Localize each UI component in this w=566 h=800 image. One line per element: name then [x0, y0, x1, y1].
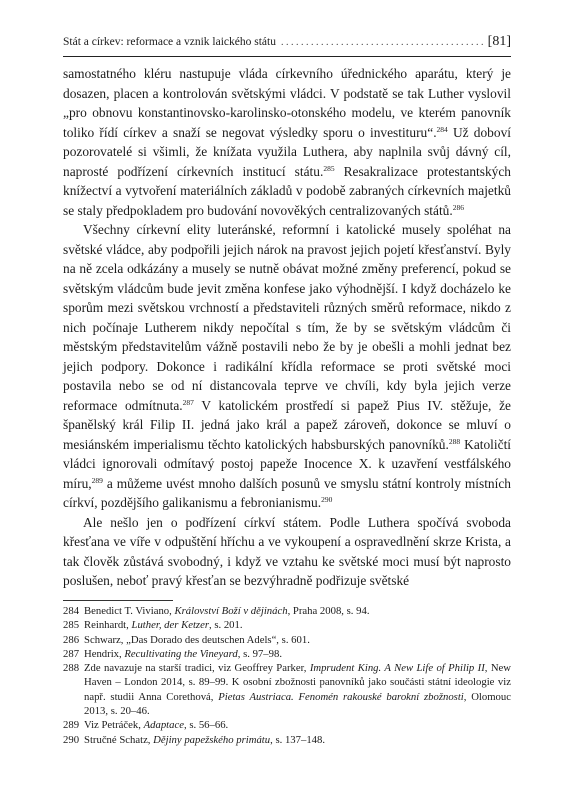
text-run: Všechny církevní elity luteránské, reformní i katolické musely spoléhat na světské vládce, aby podpořili jejich nárok na pravost jejich pojetí křesťanství. Byly na ně zcela odkázány a musely se nutně obávat možné změny preferencí, pokud se světským vládcům bude jevit změna konfese jako výhodnější. I když docházelo ke sporům mezi světskou vrchností a představiteli různých směrů reformace, nikdo z nich počínaje Lutherem nikdy nepočítal s tím, že by se světským vládcům či městským představitelům vážně postavili nebo že by je obešli a mohli jednat bez jejich podpory. Dokonce i radikální křídla reformace se proti světské moci postavila nebo se od ní distancovala teprve ve chvíli, kdy byla jejich verze reformace odmítnuta.	[63, 222, 511, 413]
text-run: Už doboví pozorovatelé si všimli, že knížata využila Luthera, aby naplnila svůj dávný cíl, naprosté podřízení církevních institucí státu.	[63, 124, 511, 179]
text-run: a můžeme uvést mnoho dalších posunů ve smyslu státní kontroly místních církví, pozdějšího galikanismu a febronianismu.	[63, 475, 511, 510]
footnote	[63, 647, 511, 661]
footnote-number: 284	[63, 605, 80, 617]
footnote-text	[84, 661, 511, 718]
fn-part: , Praha 2008, s. 94.	[287, 605, 370, 617]
fn-part: , s. 97–98.	[237, 647, 282, 660]
leader-dots	[281, 37, 483, 48]
footnotes	[63, 604, 511, 747]
fn-title: Recultivating the Vineyard	[124, 647, 238, 660]
fn-part: Zde navazuje na starší tradici, viz Geoffrey Parker,	[84, 662, 310, 675]
text-run: Katoličtí vládci ignorovali odmítavý postoj papeže Inocence X. k uzavření vestfálského míru,	[63, 436, 512, 491]
paragraph-3	[63, 513, 511, 591]
fn-part: , s. 56–66.	[183, 719, 229, 732]
header-rule	[63, 56, 511, 57]
paragraph-1	[63, 64, 511, 220]
fn-title: Dějiny papežského primátu	[153, 733, 271, 746]
footnote-text	[84, 647, 511, 661]
footnote-ref[interactable]: 290	[321, 495, 333, 504]
fn-part: Reinhardt,	[84, 619, 132, 632]
text-run: Resakralizace protestantských knížectví a vytvoření materiálních základů v podobě zabraných církevních majetků se staly předpokladem pro budování novověkých centralizovaných států.	[63, 163, 511, 218]
footnote-text	[84, 718, 511, 732]
footnote-ref[interactable]: 289	[91, 475, 103, 485]
footnote-number: 286	[63, 633, 80, 646]
footnote-number: 289	[63, 719, 80, 732]
fn-part: Schwarz, „Das Dorado des deutschen Adels“, s. 601.	[84, 633, 310, 646]
footnote-text	[84, 618, 511, 632]
footnote	[63, 661, 511, 718]
footnote-number: 288	[63, 662, 80, 675]
fn-part: , Olomouc 2013, s. 20–46.	[84, 690, 511, 718]
fn-part: Stručné Schatz,	[84, 733, 154, 746]
running-header	[63, 34, 511, 54]
text-run: V katolickém prostředí si papež Pius IV. stěžuje, že španělský král Filip II. jedná jako král a papež zároveň, dokonce se mluví o mesiánském imperialismu těchto katolických habsburských panovníků.	[63, 397, 512, 452]
footnote-ref[interactable]: 287	[182, 397, 194, 407]
text-run: samostatného kléru nastupuje vláda církevního úřednického aparátu, který je dosazen, placen a kontrolován světskými vládci. V podstatě se tak Luther vyslovil „pro obnovu konstantinovsko-karolinsko-otonského modelu, ve kterém panovník toliko řídí církev a snaží se negovat výsledky sporu o investituru“.	[63, 66, 511, 140]
footnote	[63, 604, 511, 618]
text-run: Ale nešlo jen o podřízení církví státem. Podle Luthera spočívá svoboda křesťana ve víře v odpuštění hříchu a ve vykoupení a ospravedlnění skrze Krista, a tak člověk zůstává svobodný, i když ve vztahu ke světské moci musí být naprosto poslušen, neboť pravý křesťan se bezvýhradně podřizuje světské	[63, 514, 511, 588]
footnote	[63, 633, 511, 647]
footnote-number: 287	[63, 647, 80, 660]
main-text	[63, 64, 511, 591]
footnote-ref[interactable]: 285	[323, 163, 335, 173]
footnote-text	[84, 604, 511, 618]
running-header-title: Stát a církev: reformace a vznik laického státu	[63, 36, 276, 48]
paragraph-2	[63, 220, 511, 513]
fn-title: Království Boží v dějinách	[174, 605, 288, 617]
page-number: [81]	[487, 34, 511, 49]
footnote	[63, 618, 511, 632]
footnote-ref[interactable]: 284	[436, 124, 448, 134]
fn-title: Pietas Austriaca. Fenomén rakouské barokní zbožnosti	[218, 690, 464, 703]
fn-part: , s. 201.	[208, 619, 243, 632]
footnote	[63, 718, 511, 732]
footnote-text	[84, 633, 511, 647]
fn-part: , s. 137–148.	[270, 733, 326, 746]
footnote-number: 290	[63, 733, 80, 746]
footnote-number: 285	[63, 619, 80, 632]
fn-part: Viz Petráček,	[84, 719, 144, 732]
footnote-rule	[63, 600, 173, 601]
fn-part: , New Haven – London 2014, s. 89–99. K osobní zbožnosti panovníků jako součásti státní ideologie viz např. studii Anna Corethová,	[84, 662, 511, 703]
fn-title: Luther, der Ketzer	[131, 619, 209, 632]
footnote-ref[interactable]: 286	[452, 202, 464, 212]
footnote-ref[interactable]: 288	[448, 436, 461, 446]
fn-title: Adaptace	[143, 719, 184, 732]
fn-part: Hendrix,	[84, 647, 125, 660]
fn-part: Benedict T. Viviano,	[84, 605, 175, 617]
footnote-text	[84, 733, 511, 747]
fn-title: Imprudent King. A New Life of Philip II	[309, 662, 485, 675]
footnote	[63, 733, 511, 747]
